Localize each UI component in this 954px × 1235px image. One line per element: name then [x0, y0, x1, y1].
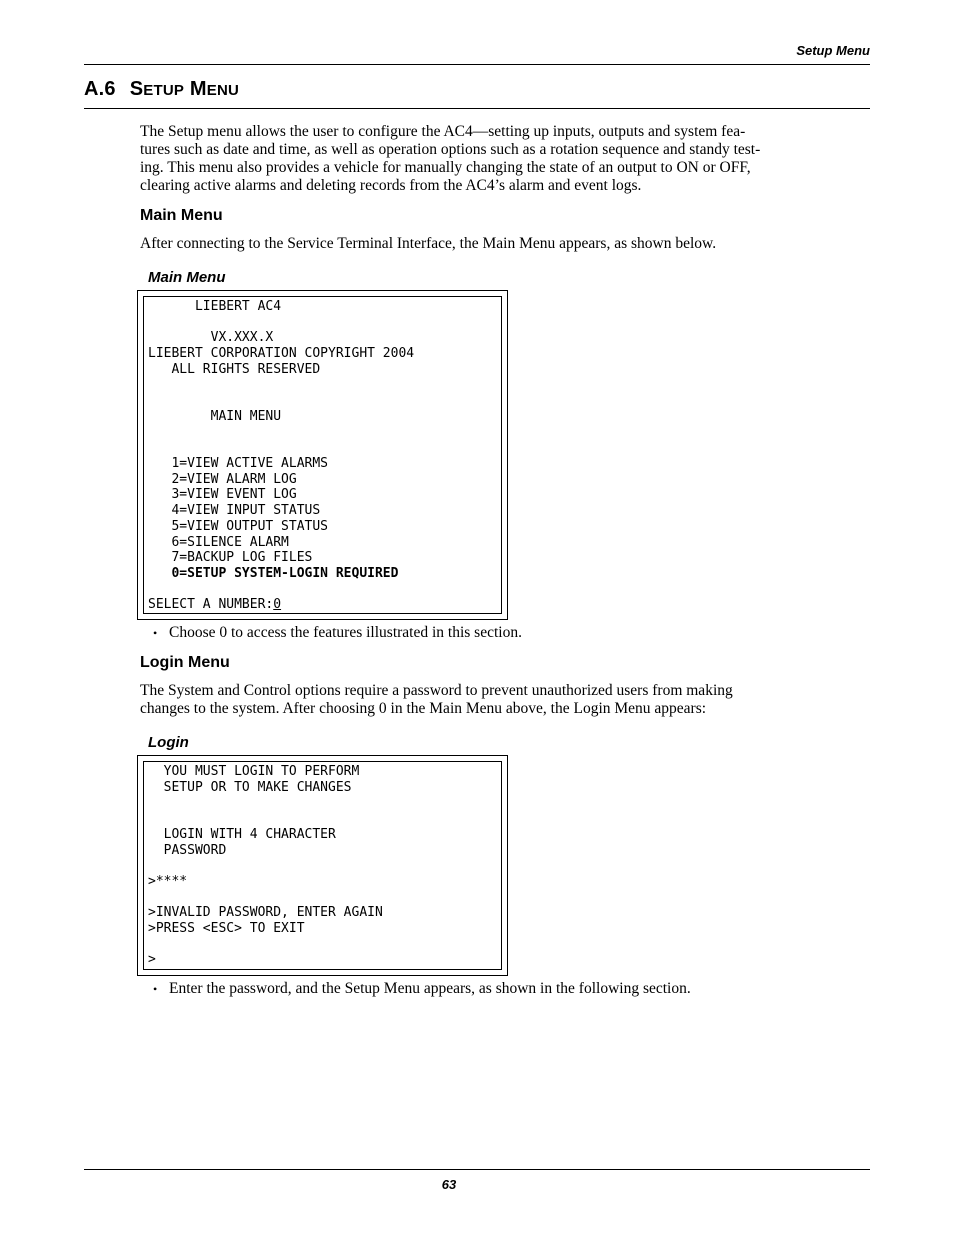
section-title-m-rest: ENU — [206, 82, 240, 99]
main-menu-heading: Main Menu — [140, 207, 223, 224]
terminal-line: 4=VIEW INPUT STATUS — [148, 503, 321, 519]
terminal-prompt-value: 0 — [273, 597, 282, 613]
terminal-line: ALL RIGHTS RESERVED — [148, 361, 321, 377]
main-menu-terminal-inner — [143, 296, 502, 614]
login-bullet — [153, 980, 691, 998]
terminal-line: VX.XXX.X — [148, 330, 274, 346]
login-terminal-inner — [143, 761, 502, 970]
main-menu-screen-text — [148, 299, 414, 613]
main-menu-caption: Main Menu — [148, 269, 226, 286]
login-terminal — [137, 755, 508, 976]
login-description-line: changes to the system. After choosing 0 in the Main Menu above, the Login Menu appears: — [140, 700, 707, 717]
intro-line: The Setup menu allows the user to configure the AC4—setting up inputs, outputs and system fea- — [140, 123, 746, 140]
terminal-line — [148, 393, 414, 409]
intro-line: ing. This menu also provides a vehicle for manually changing the state of an output to ON or OFF, — [140, 159, 751, 176]
terminal-line: LIEBERT CORPORATION COPYRIGHT 2004 — [148, 346, 415, 362]
bullet-dot: • — [153, 982, 158, 996]
terminal-prompt — [148, 597, 414, 613]
terminal-line — [148, 378, 414, 394]
terminal-line: 7=BACKUP LOG FILES — [148, 550, 313, 566]
terminal-line — [148, 811, 383, 827]
login-screen-text — [148, 764, 383, 968]
login-description-line: The System and Control options require a password to prevent unauthorized users from making — [140, 682, 733, 699]
terminal-line: PASSWORD — [148, 842, 227, 858]
intro-paragraph — [140, 123, 872, 195]
main-menu-bullet-text: Choose 0 to access the features illustrated in this section. — [169, 624, 522, 641]
login-bullet-text: Enter the password, and the Setup Menu appears, as shown in the following section. — [169, 980, 691, 997]
login-caption: Login — [148, 734, 189, 751]
login-menu-description — [140, 682, 872, 718]
terminal-line: >PRESS <ESC> TO EXIT — [148, 921, 305, 937]
terminal-line-setup-option: 0=SETUP SYSTEM-LOGIN REQUIRED — [148, 565, 399, 581]
main-menu-bullet — [153, 624, 522, 642]
terminal-line: SETUP OR TO MAKE CHANGES — [148, 779, 352, 795]
terminal-line: 6=SILENCE ALARM — [148, 534, 289, 550]
section-title-s-cap: S — [129, 78, 144, 100]
terminal-line: >INVALID PASSWORD, ENTER AGAIN — [148, 905, 383, 921]
terminal-line — [148, 440, 414, 456]
terminal-line: YOU MUST LOGIN TO PERFORM — [148, 764, 360, 779]
terminal-line — [148, 425, 414, 441]
terminal-line — [148, 795, 383, 811]
terminal-line: 3=VIEW EVENT LOG — [148, 487, 297, 503]
terminal-line: > — [148, 952, 156, 968]
page-number: 63 — [441, 1177, 457, 1192]
section-heading — [84, 78, 239, 101]
intro-line: tures such as date and time, as well as operation options such as a rotation sequence and standy test- — [140, 141, 761, 158]
terminal-line: MAIN MENU — [148, 408, 282, 424]
bullet-dot: • — [153, 626, 158, 640]
section-title-m-cap: M — [189, 78, 207, 100]
terminal-line — [148, 582, 414, 598]
main-menu-terminal — [137, 290, 508, 620]
terminal-line — [148, 315, 414, 331]
terminal-line: >**** — [148, 873, 188, 889]
terminal-line — [148, 937, 383, 953]
terminal-prompt-label: SELECT A NUMBER: — [148, 597, 274, 613]
running-header: Setup Menu — [796, 43, 870, 58]
terminal-line: LOGIN WITH 4 CHARACTER — [148, 826, 336, 842]
section-title-s-rest: ETUP — [143, 82, 185, 99]
main-menu-description: After connecting to the Service Terminal Interface, the Main Menu appears, as shown below. — [140, 235, 717, 252]
header-rule — [84, 64, 870, 65]
section-rule — [84, 108, 870, 109]
terminal-line — [148, 890, 383, 906]
intro-line: clearing active alarms and deleting records from the AC4’s alarm and event logs. — [140, 177, 642, 194]
terminal-line: 5=VIEW OUTPUT STATUS — [148, 518, 329, 534]
terminal-line — [148, 858, 383, 874]
terminal-line: 2=VIEW ALARM LOG — [148, 471, 297, 487]
terminal-line: 1=VIEW ACTIVE ALARMS — [148, 456, 329, 472]
terminal-line: LIEBERT AC4 — [148, 299, 282, 314]
section-number: A.6 — [84, 78, 116, 100]
login-menu-heading: Login Menu — [140, 654, 230, 671]
footer-rule — [84, 1169, 870, 1170]
